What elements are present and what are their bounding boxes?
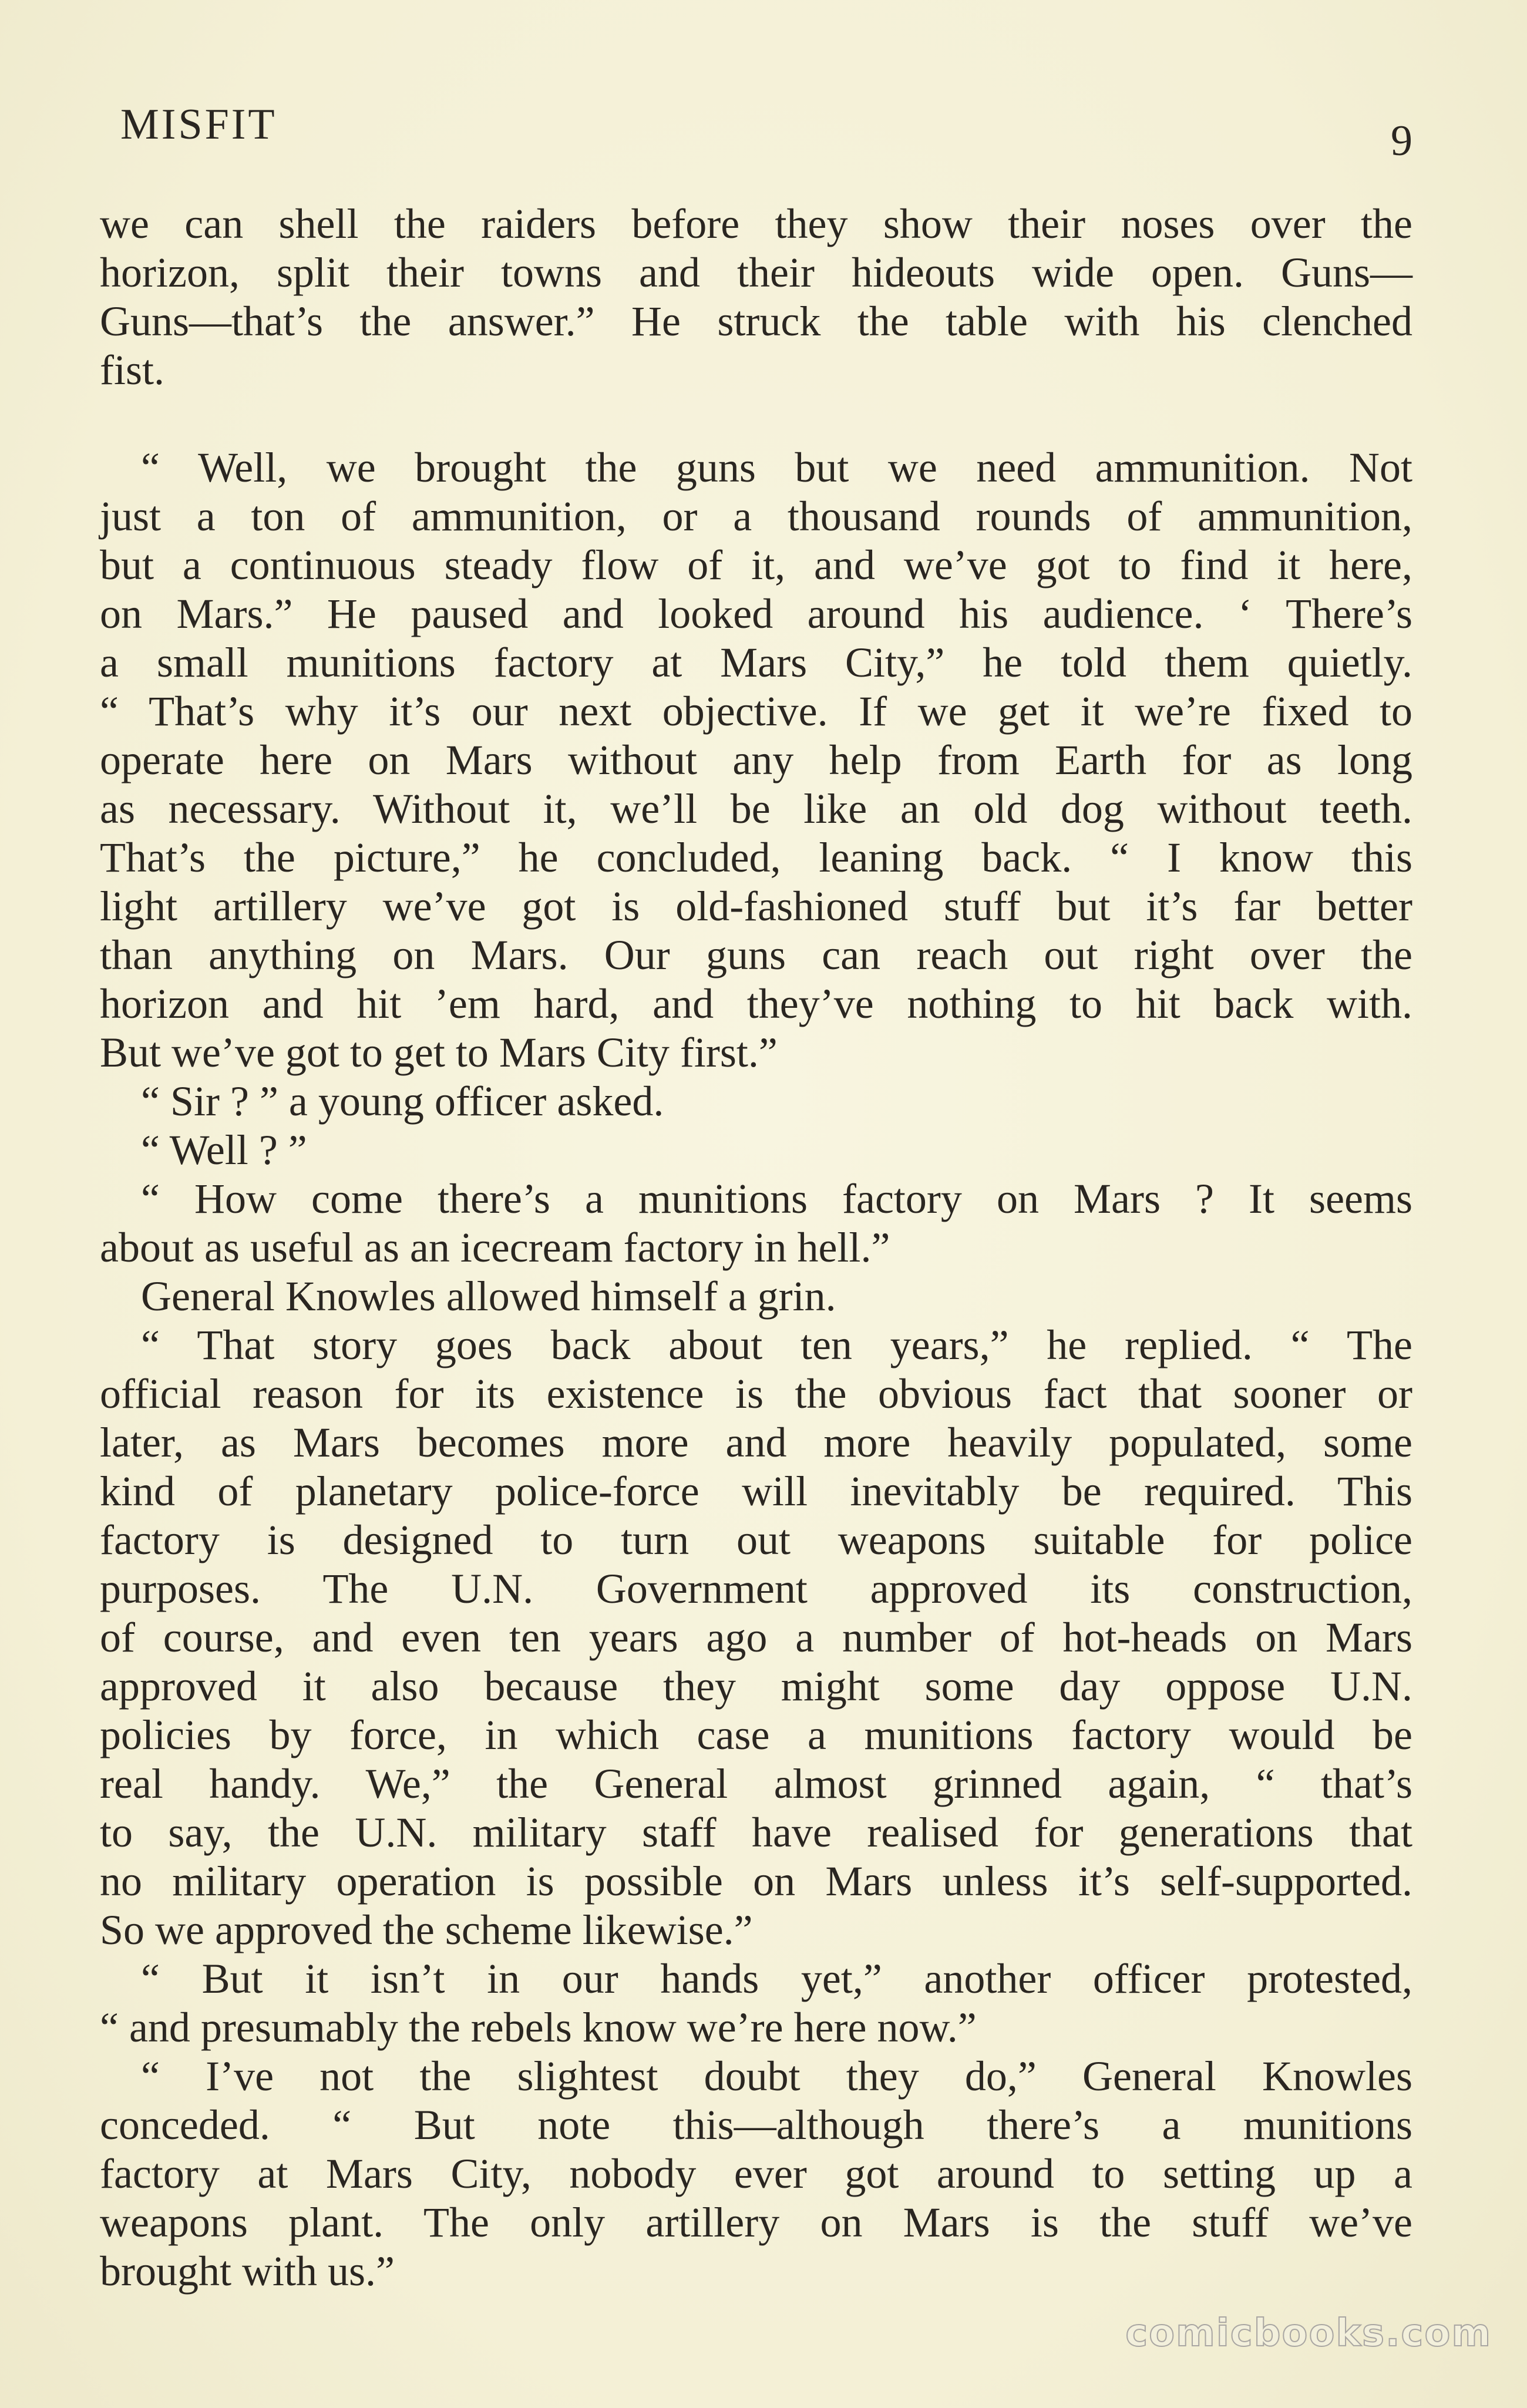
text-line: “ and presumably the rebels know we’re here now.” [100,2004,977,2051]
text-line: conceded. “ But note this—although there’s a munitions [100,2101,1412,2148]
text-line: light artillery we’ve got is old-fashioned stuff but it’s far better [100,883,1412,930]
text-line: “ Well, we brought the guns but we need ammunition. Not [141,444,1412,491]
text-line: “ That story goes back about ten years,” he replied. “ The [141,1321,1412,1368]
text-line: fist. [100,347,165,394]
text-line: as necessary. Without it, we’ll be like an old dog without teeth. [100,785,1412,832]
text-line: “ That’s why it’s our next objective. If we get it we’re fixed to [100,688,1412,735]
text-line: “ Sir ? ” a young officer asked. [141,1078,664,1125]
text-line: purposes. The U.N. Government approved its construction, [100,1565,1412,1612]
running-head [120,100,1412,165]
text-line: later, as Mars becomes more and more heavily populated, some [100,1419,1412,1466]
text-line: to say, the U.N. military staff have realised for generations that [100,1809,1412,1856]
running-title: MISFIT [120,100,277,149]
text-line: no military operation is possible on Mars unless it’s self-supported. [100,1858,1412,1905]
text-line: “ How come there’s a munitions factory on Mars ? It seems [141,1175,1412,1222]
text-line: a small munitions factory at Mars City,” he told them quietly. [100,639,1412,686]
text-line: about as useful as an icecream factory in hell.” [100,1224,890,1271]
text-line: real handy. We,” the General almost grinned again, “ that’s [100,1760,1412,1807]
text-line: horizon and hit ’em hard, and they’ve nothing to hit back with. [100,980,1412,1027]
text-line: of course, and even ten years ago a number of hot-heads on Mars [100,1614,1412,1661]
text-line: we can shell the raiders before they show their noses over the [100,200,1412,247]
watermark: comicbooks.com [1125,2312,1492,2355]
text-line: That’s the picture,” he concluded, leaning back. “ I know this [100,834,1412,881]
text-line: just a ton of ammunition, or a thousand rounds of ammunition, [100,493,1412,540]
text-line: than anything on Mars. Our guns can reach out right over the [100,931,1412,978]
text-line: Guns—that’s the answer.” He struck the table with his clenched [100,298,1412,345]
text-line: “ Well ? ” [141,1126,307,1173]
body-text [100,200,1412,2296]
text-line: policies by force, in which case a munitions factory would be [100,1711,1412,1758]
text-line: but a continuous steady flow of it, and we’ve got to find it here, [100,542,1412,588]
text-line: approved it also because they might some day oppose U.N. [100,1663,1412,1710]
text-line: “ I’ve not the slightest doubt they do,” General Knowles [141,2053,1412,2100]
text-line: So we approved the scheme likewise.” [100,1906,753,1953]
text-line: kind of planetary police-force will inevitably be required. This [100,1468,1412,1515]
text-line: on Mars.” He paused and looked around his audience. ‘ There’s [100,590,1412,637]
page-number: 9 [1391,117,1412,165]
text-line: official reason for its existence is the obvious fact that sooner or [100,1370,1412,1417]
text-line: factory at Mars City, nobody ever got around to setting up a [100,2150,1412,2197]
text-line: General Knowles allowed himself a grin. [141,1273,836,1320]
text-line: But we’ve got to get to Mars City first.” [100,1029,778,1076]
text-line: operate here on Mars without any help from Earth for as long [100,736,1412,783]
text-line: weapons plant. The only artillery on Mars is the stuff we’ve [100,2199,1412,2246]
text-line: brought with us.” [100,2248,395,2295]
text-line: factory is designed to turn out weapons suitable for police [100,1516,1412,1563]
text-line: horizon, split their towns and their hideouts wide open. Guns— [100,249,1412,296]
text-line: “ But it isn’t in our hands yet,” another officer protested, [141,1955,1412,2002]
paragraph-gap [100,395,1412,443]
